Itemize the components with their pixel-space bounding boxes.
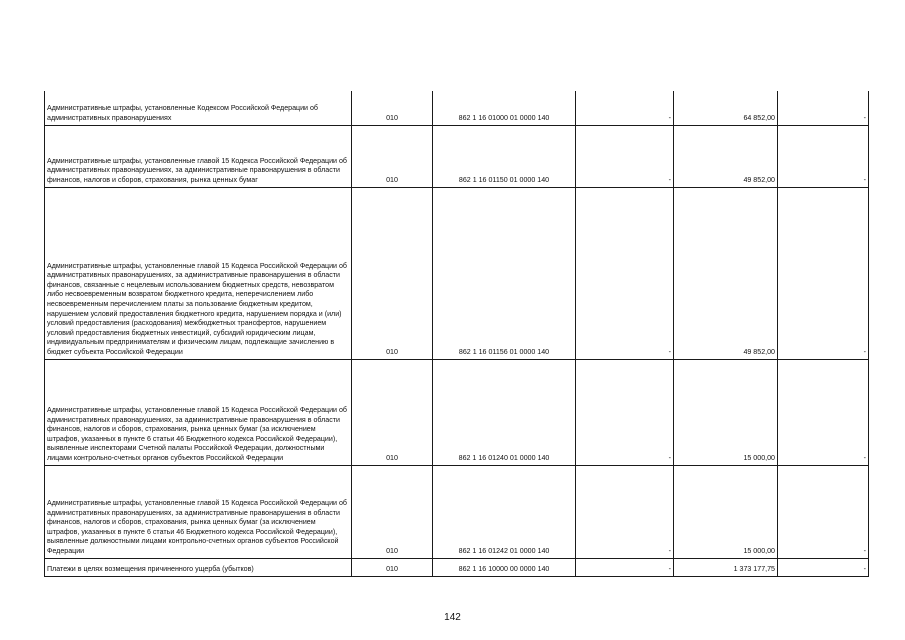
row-name: Административные штрафы, установленные главой 15 Кодекса Российской Федерации об административных правонарушениях, за административные правонарушения в области финансов, налогов и сборов, страхования, рынка ценных бумаг (за исключением штрафов, указанных в пункте 6 статьи 46 Бюджетного кодекса Российской Федерации), выявленные инспекторами Счетной палаты Российской Федерации, должностными лицами контрольно-счетных органов субъектов Российской Федерации	[45, 359, 352, 465]
row-kbk: 862 1 16 01150 01 0000 140	[433, 125, 576, 187]
report-table	[44, 91, 869, 577]
row-kbk: 862 1 16 01156 01 0000 140	[433, 187, 576, 359]
table-row	[45, 187, 869, 359]
row-col6: -	[778, 187, 869, 359]
row-col6: -	[778, 359, 869, 465]
table-row	[45, 558, 869, 576]
table-row	[45, 359, 869, 465]
row-amount: 15 000,00	[674, 359, 778, 465]
row-kbk: 862 1 16 01242 01 0000 140	[433, 465, 576, 558]
row-kbk: 862 1 16 01240 01 0000 140	[433, 359, 576, 465]
row-col6: -	[778, 558, 869, 576]
row-amount: 1 373 177,75	[674, 558, 778, 576]
row-col6: -	[778, 125, 869, 187]
row-col6: -	[778, 465, 869, 558]
row-col4: -	[576, 558, 674, 576]
row-code: 010	[352, 91, 433, 125]
row-col4: -	[576, 91, 674, 125]
row-name: Административные штрафы, установленные главой 15 Кодекса Российской Федерации об административных правонарушениях, за административные правонарушения в области финансов, связанные с нецелевым использованием бюджетных средств, невозвратом либо несвоевременным возвратом бюджетного кредита, неперечислением либо несвоевременным перечислением платы за пользование бюджетным кредитом, нарушением условий предоставления бюджетного кредита, нарушением порядка и (или) условий предоставления (расходования) межбюджетных трансфертов, нарушением условий предоставления бюджетных инвестиций, субсидий юридическим лицам, индивидуальным предпринимателям и физическим лицам, подлежащие зачислению в бюджет субъекта Российской Федерации	[45, 187, 352, 359]
table-row	[45, 91, 869, 125]
page-number: 142	[444, 612, 461, 623]
row-col4: -	[576, 465, 674, 558]
row-kbk: 862 1 16 01000 01 0000 140	[433, 91, 576, 125]
row-code: 010	[352, 359, 433, 465]
row-name: Платежи в целях возмещения причиненного ущерба (убытков)	[45, 558, 352, 576]
table-row	[45, 125, 869, 187]
row-code: 010	[352, 465, 433, 558]
row-col4: -	[576, 359, 674, 465]
row-col4: -	[576, 187, 674, 359]
row-amount: 49 852,00	[674, 187, 778, 359]
row-kbk: 862 1 16 10000 00 0000 140	[433, 558, 576, 576]
row-amount: 64 852,00	[674, 91, 778, 125]
row-name: Административные штрафы, установленные главой 15 Кодекса Российской Федерации об административных правонарушениях, за административные правонарушения в области финансов, налогов и сборов, страхования, рынка ценных бумаг	[45, 125, 352, 187]
row-code: 010	[352, 187, 433, 359]
row-code: 010	[352, 125, 433, 187]
row-col6: -	[778, 91, 869, 125]
table-row	[45, 465, 869, 558]
row-amount: 49 852,00	[674, 125, 778, 187]
row-name: Административные штрафы, установленные главой 15 Кодекса Российской Федерации об административных правонарушениях, за административные правонарушения в области финансов, налогов и сборов, страхования, рынка ценных бумаг (за исключением штрафов, указанных в пункте 6 статьи 46 Бюджетного кодекса Российской Федерации), выявленные должностными лицами контрольно-счетных органов субъектов Российской Федерации	[45, 465, 352, 558]
row-name: Административные штрафы, установленные Кодексом Российской Федерации об административных правонарушениях	[45, 91, 352, 125]
row-col4: -	[576, 125, 674, 187]
row-amount: 15 000,00	[674, 465, 778, 558]
row-code: 010	[352, 558, 433, 576]
